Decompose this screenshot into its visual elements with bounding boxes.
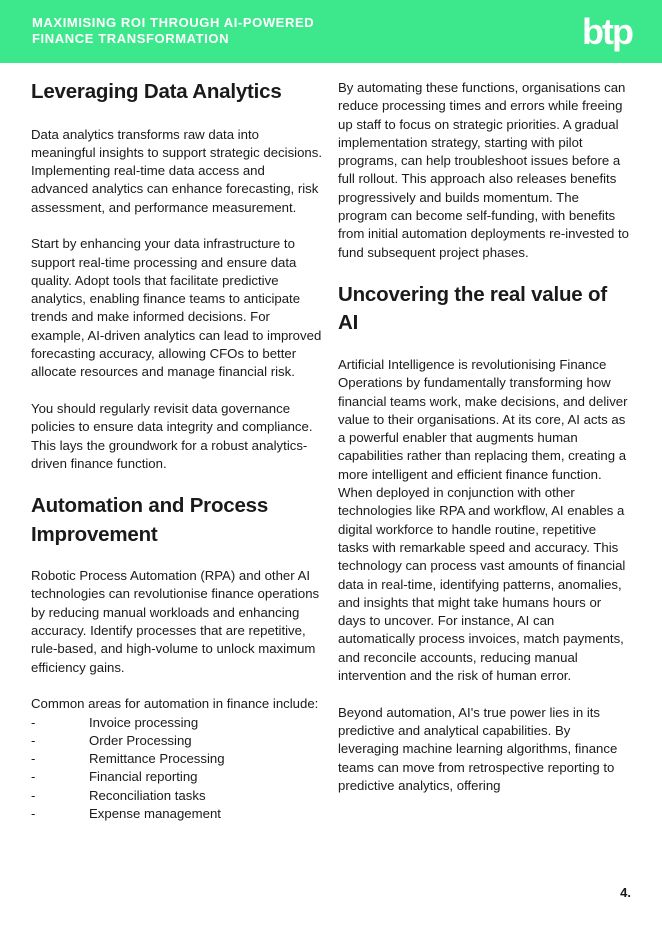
paragraph: Beyond automation, AI's true power lies in its predictive and analytical capabilities. By leveraging machine learning algorithms, finance teams can move from retrospective reporting to predictive analytics, offering [338,704,618,793]
list-item: - Financial reporting [31,768,323,786]
paragraph: Artificial Intelligence is revolutionising Finance Operations by fundamentally transforming how financial teams work, make decisions, and deliver value to their organisations. At its core, AI acts as a powerful enabler that augments human capabilities rather than replacing them, creating a more intelligent and efficient finance function. When deployed in conjunction with other technologies like RPA and workflow, AI enables a digital workforce to handle routine, repetitive tasks with remarkable speed and accuracy. This technology can process vast amounts of financial data in real-time, identifying patterns, anomalies, and insights that might take humans hours or days to uncover. For instance, AI can automatically process invoices, match payments, and reconcile accounts, reducing manual intervention and the risk of human error. [338,356,628,684]
list-item: - Order Processing [31,732,323,750]
list-marker: - [31,806,36,821]
paragraph: Robotic Process Automation (RPA) and other AI technologies can revolutionise finance operations by reducing manual workloads and enhancing accuracy. Identify processes that are repetitive, rule-based, and high-volume to unlock maximum efficiency gains. [31,568,320,675]
list-item: - Invoice processing [31,714,323,732]
automation-areas-list [31,714,323,824]
btp-logo: btp [582,11,632,52]
section-heading-automation: Automation and Process Improvement [31,494,269,546]
list-item: - Expense management [31,805,323,823]
paragraph: By automating these functions, organisations can reduce processing times and errors while freeing up staff to focus on strategic priorities. A gradual implementation strategy, starting with pilot programs, can help troubleshoot issues before a full rollout. This approach also releases benefits progressively and builds momentum. The program can become self-funding, with benefits from initial automation deployments re-invested to fund subsequent project phases. [338,80,630,260]
paragraph: Data analytics transforms raw data into meaningful insights to support strategic decisions. Implementing real-time data access and advanced analytics can enhance forecasting, risk assessment, and performance measurement. [31,126,323,215]
paragraph: Common areas for automation in finance include: [31,696,319,712]
document-title [32,15,362,47]
paragraph: You should regularly revisit data governance policies to ensure data integrity and compliance. This lays the groundwork for a robust analytics-driven finance function. [31,400,313,471]
list-marker: - [31,787,36,803]
list-marker: - [31,714,36,730]
list-item: - Reconciliation tasks [31,787,323,805]
page-header [0,0,662,63]
list-marker: - [31,769,36,785]
section-heading-data-analytics: Leveraging Data Analytics [31,80,282,103]
list-marker: - [31,732,36,748]
section-heading-ai-value: Uncovering the real value of AI [338,282,607,335]
right-column [338,79,630,795]
document-title-line-1: MAXIMISING ROI THROUGH AI-POWERED [32,15,315,30]
page-number: 4. [620,885,631,900]
paragraph: Start by enhancing your data infrastructure to support real-time processing and ensure data quality. Adopt tools that facilitate predictive analytics, enabling finance teams to anticipate trends and make informed decisions. For example, AI-driven analytics can lead to improved forecasting accuracy, allowing CFOs to better allocate resources and manage financial risk. [31,236,322,380]
list-marker: - [31,751,36,767]
document-title-line-2: FINANCE TRANSFORMATION [32,31,230,46]
list-item: - Remittance Processing [31,750,323,768]
left-column [31,78,323,823]
